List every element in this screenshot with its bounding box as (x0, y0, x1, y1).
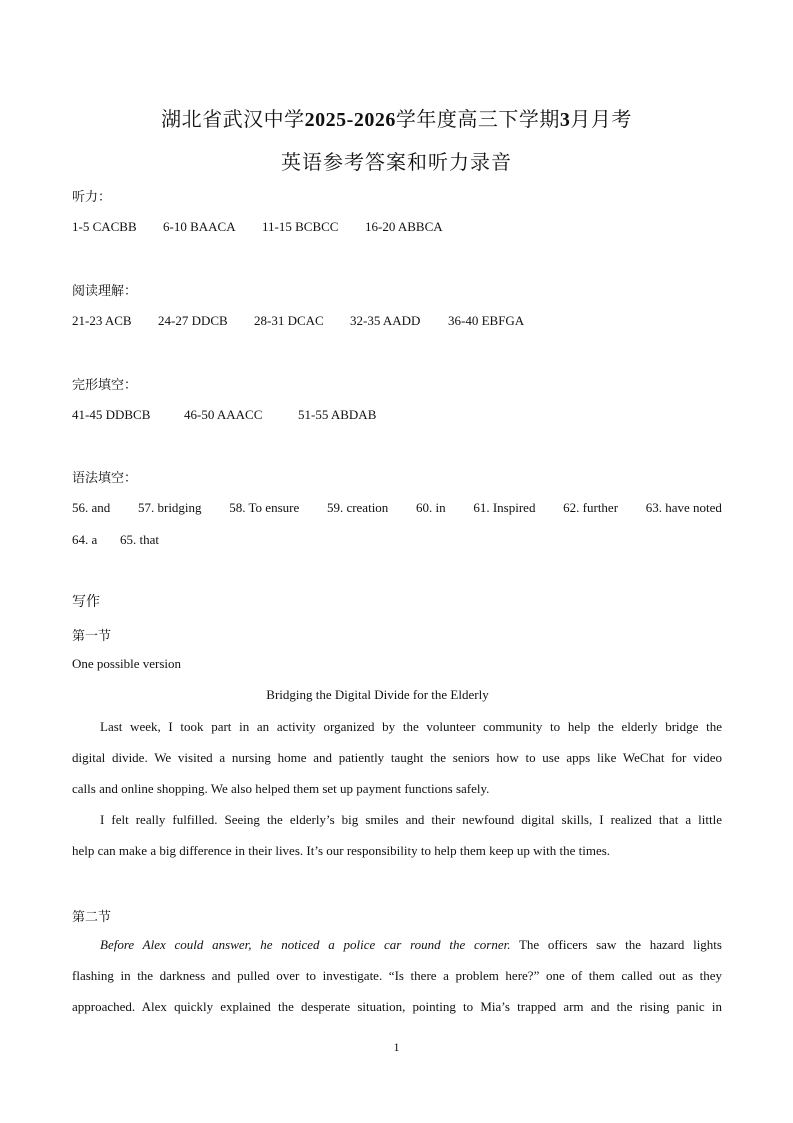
answer-item: 63. have noted (645, 500, 722, 515)
answer-group: 6-10 BAACA (163, 219, 236, 234)
document-subtitle: 英语参考答案和听力录音 (281, 152, 512, 174)
text-line: digital divide. We visited a nursing home and patiently taught the seniors how to use apps like WeChat for video (72, 750, 722, 765)
answer-item: 56. and (72, 500, 111, 515)
listening-heading: 听力： (72, 190, 112, 205)
essay-title: Bridging the Digital Divide for the Elderly (266, 687, 489, 702)
answer-group: 41-45 DDBCB (72, 407, 151, 422)
answer-group: 21-23 ACB (72, 313, 132, 328)
answer-group: 11-15 BCBCC (262, 219, 339, 234)
title-school: 湖北省武汉中学 (161, 109, 305, 131)
listening-answers (72, 219, 443, 235)
answer-item: 62. further (563, 500, 619, 515)
grammar-answers-row1 (72, 500, 722, 516)
answer-item: 60. in (416, 500, 446, 515)
answer-group: 36-40 EBFGA (448, 313, 525, 328)
answer-group: 46-50 AAACC (184, 407, 263, 422)
title-term: 学年度高三下学期 (395, 109, 560, 131)
version-label: One possible version (72, 656, 182, 671)
writing-heading: 写作 (72, 594, 100, 610)
essay-paragraph-1 (72, 711, 722, 804)
answer-item: 59. creation (326, 500, 389, 515)
grammar-heading: 语法填空： (72, 471, 138, 486)
answer-item: 65. that (120, 532, 159, 547)
writing-section1-heading: 第一节 (72, 629, 112, 644)
continuation-paragraph (72, 929, 722, 1022)
text-line: I felt really fulfilled. Seeing the elderly’s big smiles and their newfound digital skills, I realized that a little (100, 812, 722, 827)
answer-group: 16-20 ABBCA (365, 219, 443, 234)
text-line: approached. Alex quickly explained the desperate situation, pointing to Mia’s trapped arm and the rising panic in (72, 999, 722, 1014)
text-line: flashing in the darkness and pulled over to investigate. “Is there a problem here?” one of them called out as they (72, 968, 722, 983)
cloze-answers (72, 407, 376, 423)
answer-item: 64. a (72, 532, 98, 547)
answer-group: 28-31 DCAC (254, 313, 324, 328)
text-line: Last week, I took part in an activity organized by the volunteer community to help the elderly bridge the (100, 719, 722, 734)
document-title (0, 103, 793, 132)
cloze-heading: 完形填空： (72, 378, 138, 393)
reading-answers (72, 313, 524, 329)
given-sentence: Before Alex could answer, he noticed a police car round the corner. (100, 937, 511, 952)
answer-item: 57. bridging (137, 500, 202, 515)
answer-group: 51-55 ABDAB (298, 407, 377, 422)
answer-group: 24-27 DDCB (158, 313, 228, 328)
reading-heading: 阅读理解： (72, 284, 138, 299)
essay-paragraph-2 (72, 804, 722, 866)
title-month: 3 (559, 109, 571, 131)
text-line: help can make a big difference in their lives. It’s our responsibility to help them keep up with the times. (72, 843, 611, 858)
title-exam: 月月考 (570, 109, 632, 131)
grammar-answers-row2 (72, 532, 159, 548)
page-number: 1 (393, 1040, 400, 1054)
answer-item: 61. Inspired (473, 500, 536, 515)
continuation-text: The officers saw the hazard lights (510, 937, 722, 952)
answer-group: 1-5 CACBB (72, 219, 137, 234)
answer-group: 32-35 AADD (350, 313, 421, 328)
text-line: calls and online shopping. We also helped them set up payment functions safely. (72, 781, 490, 796)
writing-section2-heading: 第二节 (72, 910, 112, 925)
title-year: 2025-2026 (304, 109, 396, 131)
answer-item: 58. To ensure (229, 500, 300, 515)
text-line (72, 929, 722, 960)
